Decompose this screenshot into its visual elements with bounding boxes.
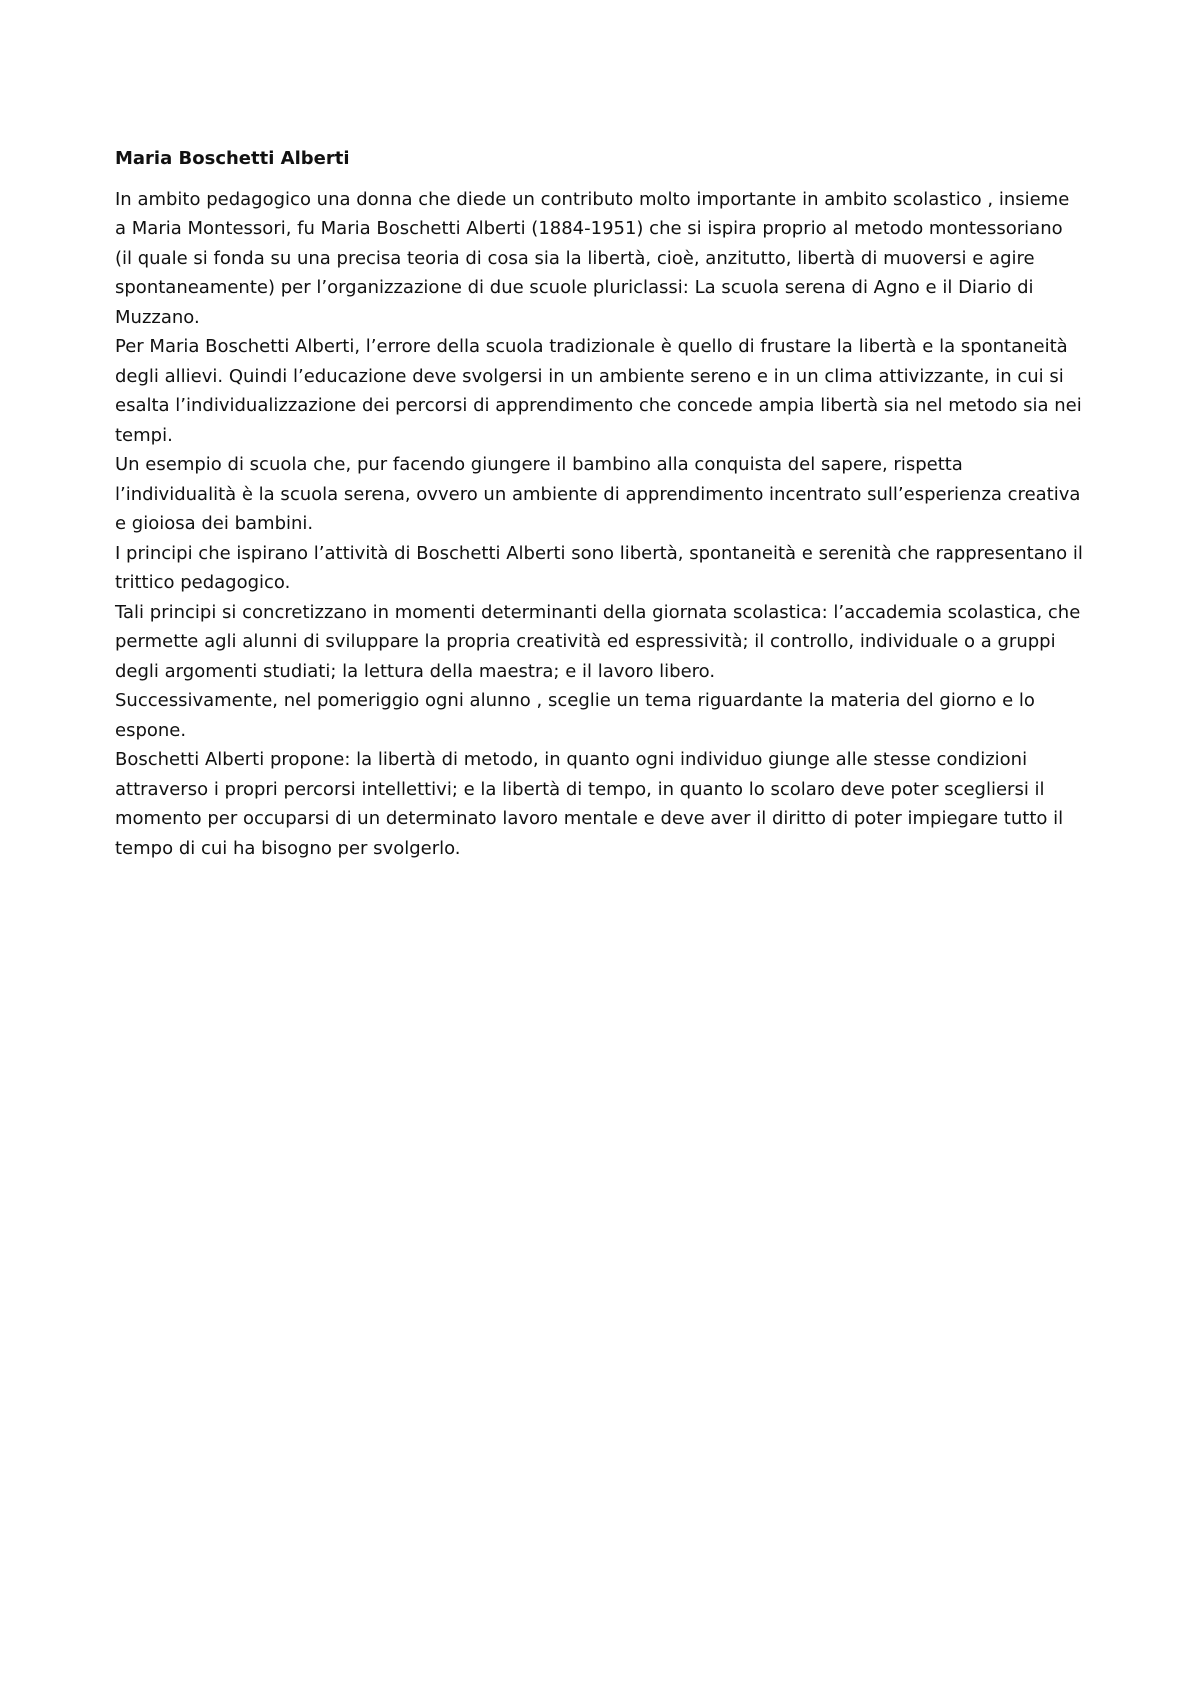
- document-body: [115, 144, 1085, 863]
- paragraph-5: Tali principi si concretizzano in momenti determinanti della giornata scolastica: l’accademia scolastica, che permette agli alunni di sviluppare la propria creatività ed espressività; il controllo, individuale o a gruppi degli argomenti studiati; la lettura della maestra; e il lavoro libero.: [115, 601, 1081, 682]
- paragraph-2: Per Maria Boschetti Alberti, l’errore della scuola tradizionale è quello di frustare la libertà e la spontaneità degli allievi. Quindi l’educazione deve svolgersi in un ambiente sereno e in un clima attivizzante, in cui si esalta l’individualizzazione dei percorsi di apprendimento che concede ampia libertà sia nel metodo sia nei tempi.: [115, 336, 1082, 446]
- paragraph-3: Un esempio di scuola che, pur facendo giungere il bambino alla conquista del sapere, rispetta l’individualità è la scuola serena, ovvero un ambiente di apprendimento incentrato sull’esperienza creativa e gioiosa dei bambini.: [115, 454, 1081, 534]
- paragraph-7: Boschetti Alberti propone: la libertà di metodo, in quanto ogni individuo giunge alle stesse condizioni attraverso i propri percorsi intellettivi; e la libertà di tempo, in quanto lo scolaro deve poter scegliersi il momento per occuparsi di un determinato lavoro mentale e deve aver il diritto di poter impiegare tutto il tempo di cui ha bisogno per svolgerlo.: [115, 749, 1064, 859]
- paragraph-6: Successivamente, nel pomeriggio ogni alunno , sceglie un tema riguardante la materia del giorno e lo espone.: [115, 690, 1035, 741]
- paragraph-1: In ambito pedagogico una donna che diede un contributo molto importante in ambito scolastico , insieme a Maria Montessori, fu Maria Boschetti Alberti (1884-1951) che si ispira proprio al metodo montessoriano (il quale si fonda su una precisa teoria di cosa sia la libertà, cioè, anzitutto, libertà di muoversi e agire spontaneamente) per l’organizzazione di due scuole pluriclassi: La scuola serena di Agno e il Diario di Muzzano.: [115, 188, 1070, 328]
- paragraph-4: I principi che ispirano l’attività di Boschetti Alberti sono libertà, spontaneità e serenità che rappresentano il trittico pedagogico.: [115, 542, 1083, 593]
- document-title: Maria Boschetti Alberti: [115, 148, 350, 169]
